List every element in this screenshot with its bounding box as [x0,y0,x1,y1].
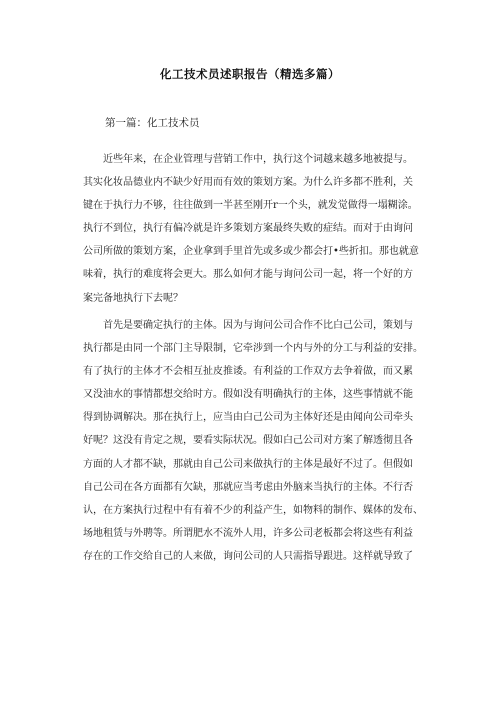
text-line: 键在于执行力不够，往往做到一半甚至刚开r一个头，就发觉做得一塌糊涂。 [83,200,418,212]
section-heading: 第一篇：化工技术员 [105,117,200,129]
text-line: 有了执行的主体才不会相互扯皮推诿。有利益的工作双方去争着做，而又累 [83,366,413,378]
document-title: 化工技术员述职报告（精选多篇） [160,67,340,81]
text-line: 执行不到位，执行有偏冷就是许多策划方案最终失败的症结。而对于由询问 [83,223,413,235]
paragraph-2 [83,314,423,568]
text-line: 案完备地执行下去呢？ [83,292,183,304]
text-line: 公司所做的策划方案，企业拿到手里首先或多或少都会打•些折扣。那也就意 [83,246,419,258]
text-line: 执行都是由同一个部门主导限制，它牵涉到一个内与外的分工与利益的安排。 [83,343,423,355]
text-line: 又没油水的事情都想交给时方。假如没有明确执行的主体，这些事情就不能 [83,389,413,401]
text-line: 好呢？这没有肯定之规，要看实际状况。假如白己公司对方案了解透彻且各 [83,435,413,447]
text-line: 自己公司在各方面都有欠缺，那就应当考虑由外脑来当执行的主体。不行否 [83,481,413,493]
text-line: 存在的工作交给自己的人来做，询问公司的人只需指导跟进。这样就导致了 [83,550,413,562]
paragraph-1 [83,148,423,310]
text-line: 得到协调解决。那在执行上，应当由白己公司为主体好还是由闻向公司牵头 [83,412,413,424]
text-line: 方面的人才都不缺，那就由自己公司来做执行的主体是最好不过了。但假如 [83,458,413,470]
text-line: 认，在方案执行过程中有有着不少的利益产生，如物料的制作、媒体的发布、 [83,504,423,516]
text-line: 味着，执行的难度将会更大。那么如何才能与询问公司一起，将一个好的方 [83,269,413,281]
text-line: 首先是要确定执行的主体。因为与询问公司合作不比白己公司，策划与 [103,320,413,331]
text-line: 其实化妆品德业内不缺少好用而有效的策划方案。为什么许多都不胜利，关 [83,177,413,189]
text-line: 近些年来，在企业管理与营销工作中，执行这个词越来越多地被提与。 [103,154,413,165]
text-line: 场地租赁与外聘等。所谓肥水不流外人用，许多公司老板都会将这些有利益 [83,527,413,539]
